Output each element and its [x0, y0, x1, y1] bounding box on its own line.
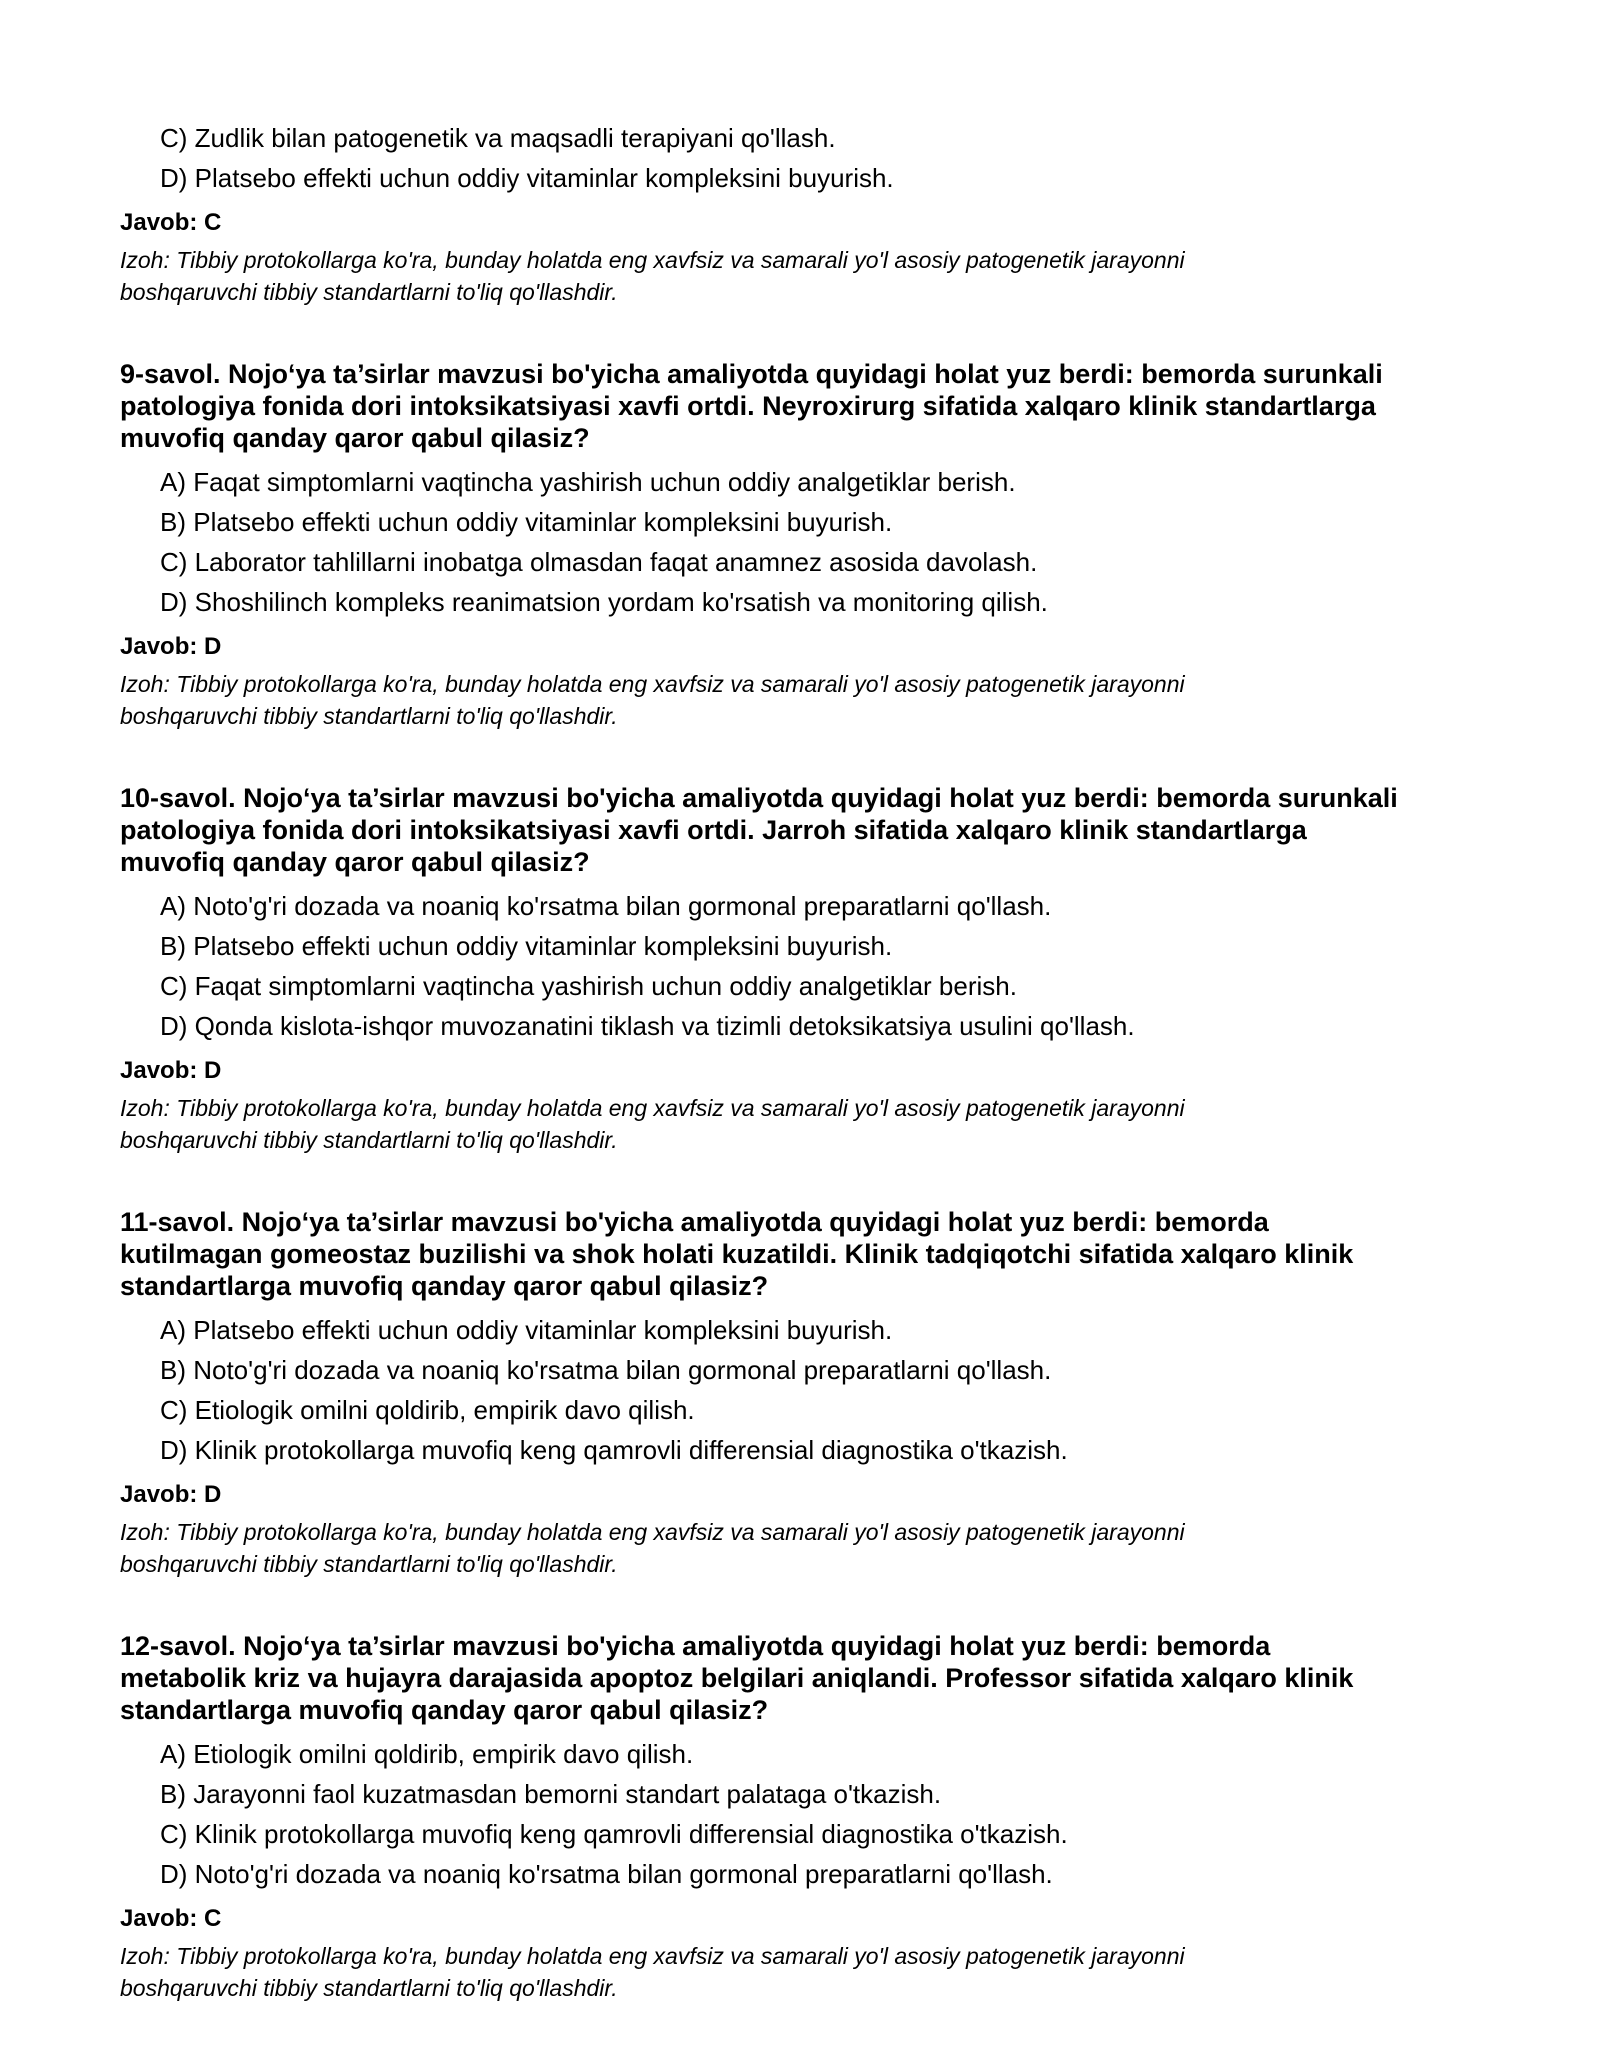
explanation-line: Izoh: Tibbiy protokollarga ko'ra, bunday holatda eng xavfsiz va samarali yo'l asosiy patogenetik jarayonni [120, 671, 1185, 697]
question-title-line: standartlarga muvofiq qanday qaror qabul qilasiz? [120, 1271, 769, 1301]
explanation-note [120, 1940, 1500, 2004]
explanation-note [120, 1516, 1500, 1580]
option-d: D) Qonda kislota-ishqor muvozanatini tiklash va tizimli detoksikatsiya usulini qo'llash. [160, 1011, 1135, 1041]
question-title-line: patologiya fonida dori intoksikatsiyasi xavfi ortdi. Jarroh sifatida xalqaro klinik standartlarga [120, 815, 1307, 845]
question-title [120, 782, 1500, 878]
option-b: B) Noto'g'ri dozada va noaniq ko'rsatma bilan gormonal preparatlarni qo'llash. [160, 1355, 1052, 1385]
option-list [120, 118, 1500, 198]
question-title [120, 1206, 1500, 1302]
question-title-line: patologiya fonida dori intoksikatsiyasi xavfi ortdi. Neyroxirurg sifatida xalqaro klinik standartlarga [120, 391, 1376, 421]
question-10 [120, 782, 1500, 1156]
option-d: D) Noto'g'ri dozada va noaniq ko'rsatma bilan gormonal preparatlarni qo'llash. [160, 1859, 1053, 1889]
question-title-line: 11-savol. Nojo‘ya ta’sirlar mavzusi bo'yicha amaliyotda quyidagi holat yuz berdi: bemorda [120, 1207, 1269, 1237]
option-b: B) Platsebo effekti uchun oddiy vitaminlar kompleksini buyurish. [160, 931, 893, 961]
option-c: C) Faqat simptomlarni vaqtincha yashirish uchun oddiy analgetiklar berish. [160, 971, 1017, 1001]
answer-label: Javob: C [120, 1905, 222, 1932]
explanation-line: boshqaruvchi tibbiy standartlarni to'liq qo'llashdir. [120, 1975, 618, 2001]
option-a: A) Faqat simptomlarni vaqtincha yashirish uchun oddiy analgetiklar berish. [160, 467, 1016, 497]
explanation-note [120, 244, 1500, 308]
option-a: A) Etiologik omilni qoldirib, empirik davo qilish. [160, 1739, 694, 1769]
answer-label: Javob: D [120, 633, 222, 660]
option-c: C) Etiologik omilni qoldirib, empirik davo qilish. [160, 1395, 695, 1425]
explanation-note [120, 1092, 1500, 1156]
question-title-line: muvofiq qanday qaror qabul qilasiz? [120, 423, 590, 453]
option-list [120, 886, 1500, 1046]
option-a: A) Platsebo effekti uchun oddiy vitaminlar kompleksini buyurish. [160, 1315, 893, 1345]
question-title-line: standartlarga muvofiq qanday qaror qabul qilasiz? [120, 1695, 769, 1725]
question-title-line: kutilmagan gomeostaz buzilishi va shok holati kuzatildi. Klinik tadqiqotchi sifatida xalqaro klinik [120, 1239, 1354, 1269]
explanation-line: boshqaruvchi tibbiy standartlarni to'liq qo'llashdir. [120, 1551, 618, 1577]
question-12 [120, 1630, 1500, 2004]
explanation-line: boshqaruvchi tibbiy standartlarni to'liq qo'llashdir. [120, 279, 618, 305]
question-title [120, 358, 1500, 454]
explanation-line: boshqaruvchi tibbiy standartlarni to'liq qo'llashdir. [120, 703, 618, 729]
option-a: A) Noto'g'ri dozada va noaniq ko'rsatma bilan gormonal preparatlarni qo'llash. [160, 891, 1052, 921]
answer-label: Javob: D [120, 1057, 222, 1084]
explanation-note [120, 668, 1500, 732]
previous-question-tail [120, 118, 1500, 308]
answer-label: Javob: D [120, 1481, 222, 1508]
question-title-line: metabolik kriz va hujayra darajasida apoptoz belgilari aniqlandi. Professor sifatida xalqaro klinik [120, 1663, 1354, 1693]
explanation-line: boshqaruvchi tibbiy standartlarni to'liq qo'llashdir. [120, 1127, 618, 1153]
option-list [120, 1734, 1500, 1894]
option-c: C) Laborator tahlillarni inobatga olmasdan faqat anamnez asosida davolash. [160, 547, 1038, 577]
explanation-line: Izoh: Tibbiy protokollarga ko'ra, bunday holatda eng xavfsiz va samarali yo'l asosiy patogenetik jarayonni [120, 1943, 1185, 1969]
option-list [120, 462, 1500, 622]
question-title-line: 10-savol. Nojo‘ya ta’sirlar mavzusi bo'yicha amaliyotda quyidagi holat yuz berdi: bemorda surunkali [120, 783, 1398, 813]
explanation-line: Izoh: Tibbiy protokollarga ko'ra, bunday holatda eng xavfsiz va samarali yo'l asosiy patogenetik jarayonni [120, 1095, 1185, 1121]
explanation-line: Izoh: Tibbiy protokollarga ko'ra, bunday holatda eng xavfsiz va samarali yo'l asosiy patogenetik jarayonni [120, 247, 1185, 273]
question-9 [120, 358, 1500, 732]
option-b: B) Platsebo effekti uchun oddiy vitaminlar kompleksini buyurish. [160, 507, 893, 537]
question-11 [120, 1206, 1500, 1580]
option-d: D) Shoshilinch kompleks reanimatsion yordam ko'rsatish va monitoring qilish. [160, 587, 1048, 617]
explanation-line: Izoh: Tibbiy protokollarga ko'ra, bunday holatda eng xavfsiz va samarali yo'l asosiy patogenetik jarayonni [120, 1519, 1185, 1545]
option-list [120, 1310, 1500, 1470]
option-c: C) Zudlik bilan patogenetik va maqsadli terapiyani qo'llash. [160, 123, 836, 153]
answer-label: Javob: C [120, 209, 222, 236]
question-title-line: 12-savol. Nojo‘ya ta’sirlar mavzusi bo'yicha amaliyotda quyidagi holat yuz berdi: bemorda [120, 1631, 1271, 1661]
option-b: B) Jarayonni faol kuzatmasdan bemorni standart palataga o'tkazish. [160, 1779, 942, 1809]
option-d: D) Platsebo effekti uchun oddiy vitaminlar kompleksini buyurish. [160, 163, 894, 193]
question-title [120, 1630, 1500, 1726]
option-c: C) Klinik protokollarga muvofiq keng qamrovli differensial diagnostika o'tkazish. [160, 1819, 1068, 1849]
option-d: D) Klinik protokollarga muvofiq keng qamrovli differensial diagnostika o'tkazish. [160, 1435, 1068, 1465]
question-title-line: muvofiq qanday qaror qabul qilasiz? [120, 847, 590, 877]
document-page [120, 118, 1500, 2004]
question-title-line: 9-savol. Nojo‘ya ta’sirlar mavzusi bo'yicha amaliyotda quyidagi holat yuz berdi: bemorda surunkali [120, 359, 1383, 389]
